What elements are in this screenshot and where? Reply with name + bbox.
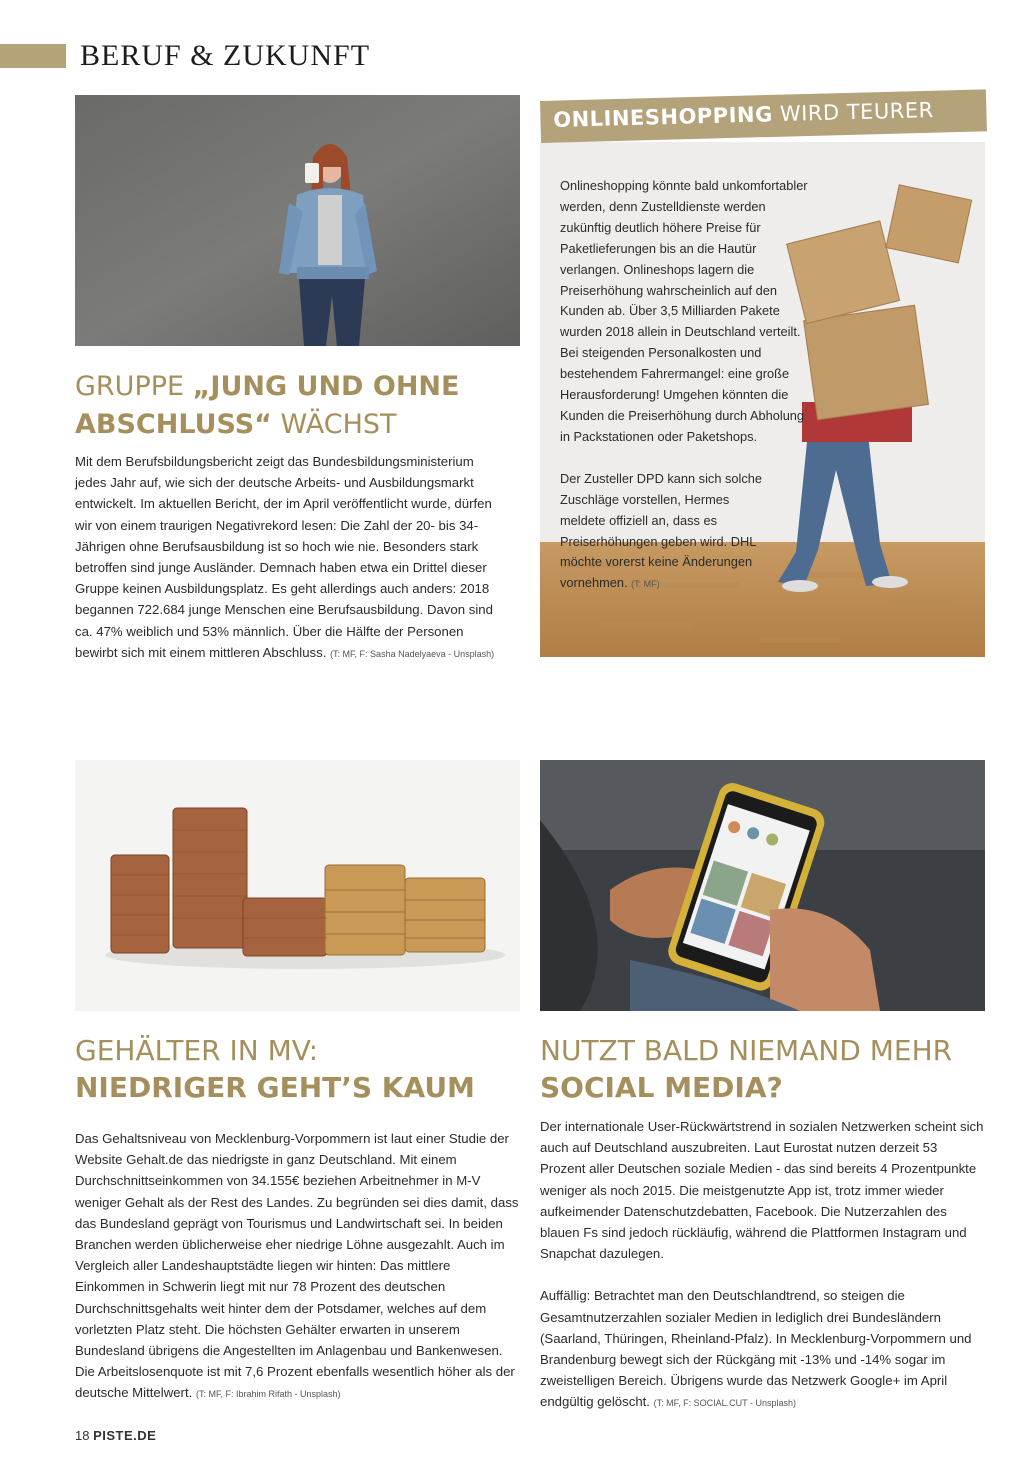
article1-body: Mit dem Berufsbildungsbericht zeigt das Bundesbildungsministerium jedes Jahr auf, wie sich der deutsche Arbeits- und Ausbildungsmarkt entwickelt. Im aktuellen Bericht, der im April veröffentlicht wurde, dürfen wir von einem traurigen Negativrekord lesen: Die Zahl der 20- bis 34-Jährigen ohne Berufsausbildung ist so hoch wie nie. Besonders stark betroffen sind junge Ausländer. Demnach haben etwa ein Drittel dieser Gruppe keinen Ausbildungsplatz. Es geht allerdings auch anders: 2018 begannen 722.684 junge Menschen eine Berufsausbildung. Davon sind ca. 47% weiblich und 53% männlich. Über die Hälfte der Personen bewirbt sich mit einem mittleren Abschluss. (T: MF, F: Sasha Nadelyaeva - Unsplash) [75, 454, 495, 660]
article1-credit: (T: MF, F: Sasha Nadelyaeva - Unsplash) [330, 648, 495, 659]
onlineshopping-title: ONLINESHOPPING WIRD TEURER [553, 98, 935, 132]
article2-credit: (T: MF) [631, 579, 660, 590]
photo-coin-stacks [75, 760, 520, 1011]
article3-body: Das Gehaltsniveau von Mecklenburg-Vorpommern ist laut einer Studie der Website Gehalt.de das niedrigste in ganz Deutschland. Mit einem Durchschnittseinkommen von 34.155€ beziehen Arbeitnehmer in M-V weniger Gehalt als der Rest des Landes. Zu begründen sei dies damit, dass das Bundesland geprägt von Tourismus und Landwirtschaft sei. In beiden Branchen werden üblicherweise eher niedrige Löhne ausgezahlt. Auch im Vergleich aller Landeshauptstädte liegen wir hinten: Das mittlere Einkommen in Schwerin liegt mit nur 78 Prozent des deutschen Durchschnittsgehalts weit hinter dem der Potsdamer, welches auf dem vorletzten Platz steht. Die höchsten Gehälter erwarten in unserem Bundesland übrigens die Angestellten im Anlagenbau und Bankenwesen. Die Arbeitslosenquote ist mit 7,6 Prozent ebenfalls wesentlich höher als der deutsche Mittelwert. (T: MF, F: Ibrahim Rifath - Unsplash) [75, 1131, 519, 1401]
headline-gehaelter-mv: GEHÄLTER IN MV: NIEDRIGER GEHT’S KAUM [75, 1034, 475, 1104]
onlineshopping-body: Onlineshopping könnte bald unkomfortabler werden, denn Zustelldienste werden zukünftig deutlich höhere Preise für Paketlieferungen bis an die Hautür verlangen. Onlineshops lagern die Preiserhöhung wahrscheinlich auf den Kunden ab. Über 3,5 Milliarden Pakete wurden 2018 allein in Deutschland verteilt. Bei steigenden Personalkosten und bestehendem Fahrermangel: eine große Herausforderung! Umgehen könnten die Kunden die Preiserhöhung durch Abholung in Packstationen oder Paketshops. Der Zusteller DPD kann sich solche Zuschläge vorstellen, Hermes meldete offiziell an, dass es Preiserhöhungen geben wird. DHL möchte vorerst keine Änderungen vornehmen. (T: MF) [560, 178, 808, 591]
page-footer [75, 1428, 156, 1443]
photo-woman-coffee [75, 95, 520, 346]
article4-body: Der internationale User-Rückwärtstrend in sozialen Netzwerken scheint sich auch auf Deutschland auszubreiten. Laut Eurostat nutzen derzeit 53 Prozent aller Deutschen soziale Medien - das sind bereits 4 Prozentpunkte weniger als noch 2015. Die meistgenutzte App ist, trotz immer wieder aufkeimender Datenschutzdebatten, Facebook. Die Nutzerzahlen des blauen Fs sind jedoch rückläufig, während die Plattformen Instagram und Snapchat dazulegen. Auffällig: Betrachtet man den Deutschlandtrend, so steigen die Gesamtnutzerzahlen sozialer Medien in lediglich drei Bundesländern (Saarland, Thüringen, Rheinland-Pfalz). In Mecklenburg-Vorpommern und Brandenburg bewegt sich der Rückgäng mit -13% und -14% sogar im zweistelligen Bereich. Übrigens wurde das Netzwerk Google+ im April endgültig gelöscht. (T: MF, F: SOCIAL.CUT - Unsplash) [540, 1119, 984, 1410]
article3-credit: (T: MF, F: Ibrahim Rifath - Unsplash) [195, 1389, 341, 1400]
headline-social-media: NUTZT BALD NIEMAND MEHR SOCIAL MEDIA? [540, 1034, 953, 1104]
photo-smartphone-hands [540, 760, 985, 1011]
headline-jung-ohne-abschluss: GRUPPE „JUNG UND OHNE ABSCHLUSS“ WÄCHST [75, 371, 460, 440]
article4-credit: (T: MF, F: SOCIAL.CUT - Unsplash) [653, 1398, 797, 1409]
section-accent-bar [0, 44, 66, 68]
page-number: 18 [75, 1428, 90, 1443]
footer-brand: PISTE.DE [93, 1428, 157, 1443]
section-title: BERUF & ZUKUNFT [80, 39, 371, 72]
